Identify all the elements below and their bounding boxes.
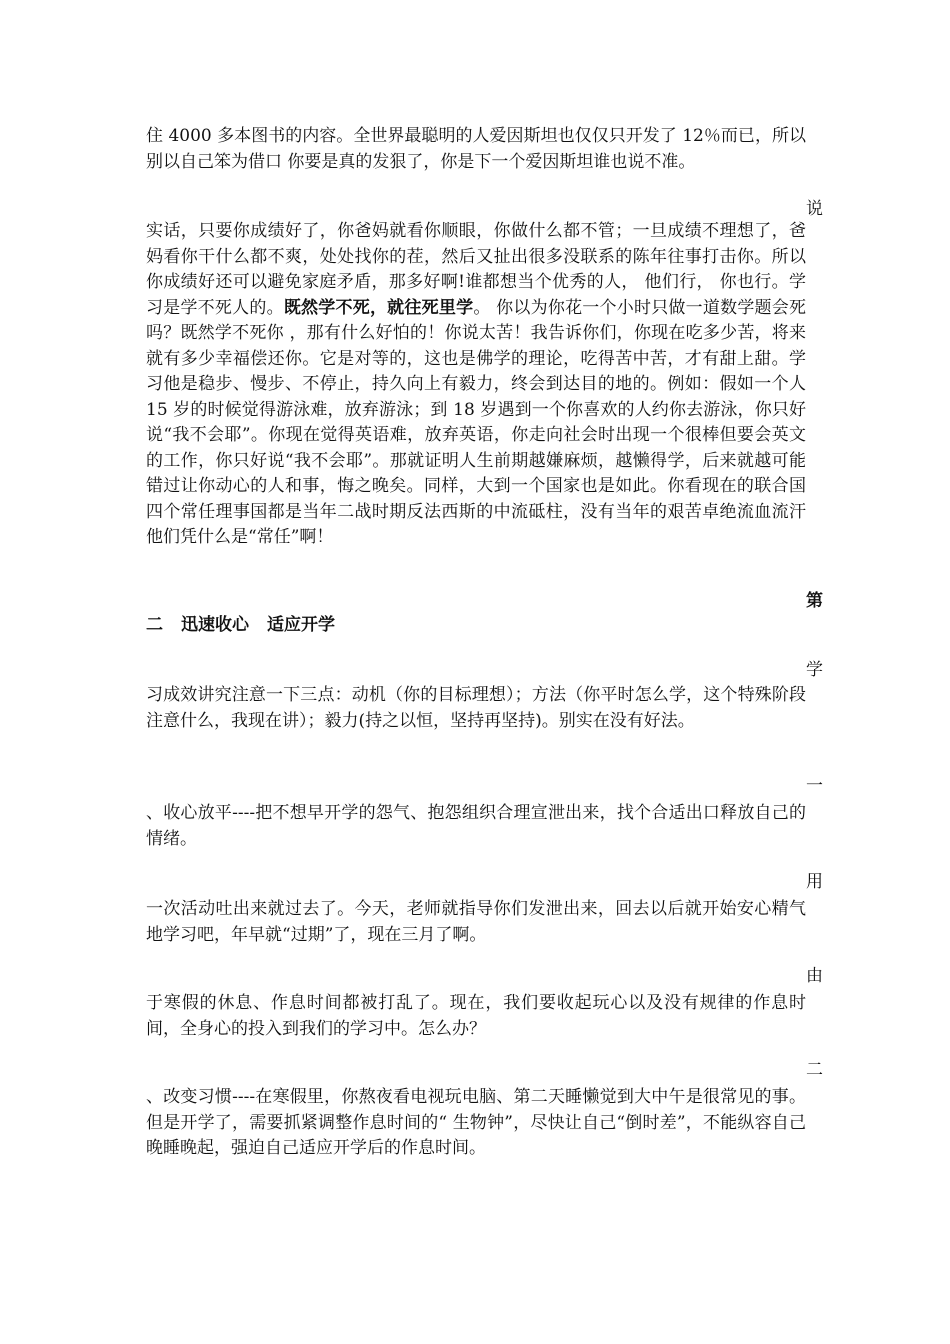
paragraph-study-hard xyxy=(146,219,806,551)
margin-char-di: 第 xyxy=(806,591,823,611)
margin-char-xue: 学 xyxy=(806,660,823,680)
paragraph-text-a: 实话，只要你成绩好了，你爸妈就看你顺眼，你做什么都不管；一旦成绩不理想了，爸妈看你干什么都不爽，处处找你的茬，然后又扯出很多没联系的陈年往事打击你。所以你成绩好还可以避免家庭矛盾，那多好啊!谁都想当个优秀的人， 他们行， 你也行。学习是学不死人的。 xyxy=(146,221,806,318)
heading-part-2: 适应开学 xyxy=(267,615,335,635)
margin-char-yong: 用 xyxy=(806,872,823,892)
heading-part-1: 迅速收心 xyxy=(181,615,249,635)
heading-number: 二 xyxy=(146,615,163,635)
paragraph-three-points: 习成效讲究注意一下三点：动机（你的目标理想）；方法（你平时怎么学，这个特殊阶段注意什么，我现在讲）；毅力(持之以恒，坚持再坚持)。别实在没有好法。 xyxy=(146,685,806,731)
paragraph-calm-down: 、收心放平----把不想早开学的怨气、抱怨组织合理宣泄出来，找个合适出口释放自己的情绪。 xyxy=(146,803,806,849)
paragraph-winter-break: 于寒假的休息、作息时间都被打乱了。现在，我们要收起玩心以及没有规律的作息时间，全身心的投入到我们的学习中。怎么办？ xyxy=(146,993,806,1039)
paragraph-text-b: 。 你以为你花一个小时只做一道数学题会死吗？既然学不死你 ，那有什么好怕的！你说太苦！我告诉你们，你现在吃多少苦，将来就有多少幸福偿还你。它是对等的，这也是佛学的理论，吃得苦中苦，才有甜上甜。学习他是稳步、慢步、不停止，持久向上有毅力，终会到达目的地的。例如：假如一个人 15 岁的时候觉得游泳难，放弃游泳；到 18 岁遇到一个你喜欢的人约你去游泳，你只好说“我不会耶”。你现在觉得英语难，放弃英语，你走向社会时出现一个很棒但要会英文的工作，你只好说“我不会耶”。那就证明人生前期越嫌麻烦，越懒得学，后来就越可能错过让你动心的人和事，悔之晚矣。同样，大到一个国家也是如此。你看现在的联合国四个常任理事国都是当年二战时期反法西斯的中流砥柱，没有当年的艰苦卓绝流血流汗他们凭什么是“常任”啊！ xyxy=(146,297,807,547)
paragraph-activity: 一次活动吐出来就过去了。今天，老师就指导你们发泄出来，回去以后就开始安心精气地学习吧，年早就“过期”了，现在三月了啊。 xyxy=(146,899,806,945)
margin-char-er: 二 xyxy=(806,1060,823,1080)
margin-char-shuo: 说 xyxy=(806,199,823,219)
paragraph-einstein: 住 4000 多本图书的内容。全世界最聪明的人爱因斯坦也仅仅只开发了 12％而已，所以别以自己笨为借口 你要是真的发狠了，你是下一个爱因斯坦谁也说不准。 xyxy=(146,126,806,172)
margin-char-yi: 一 xyxy=(806,776,823,796)
bold-emphasis: 既然学不死，就往死里学 xyxy=(283,297,474,318)
paragraph-change-habits: 、改变习惯----在寒假里，你熬夜看电视玩电脑、第二天睡懒觉到大中午是很常见的事。但是开学了，需要抓紧调整作息时间的“ 生物钟”，尽快让自己“倒时差”，不能纵容自己晚睡晚起，强迫自己适应开学后的作息时间。 xyxy=(146,1087,806,1158)
margin-char-you: 由 xyxy=(806,966,823,986)
section-heading xyxy=(146,614,335,636)
